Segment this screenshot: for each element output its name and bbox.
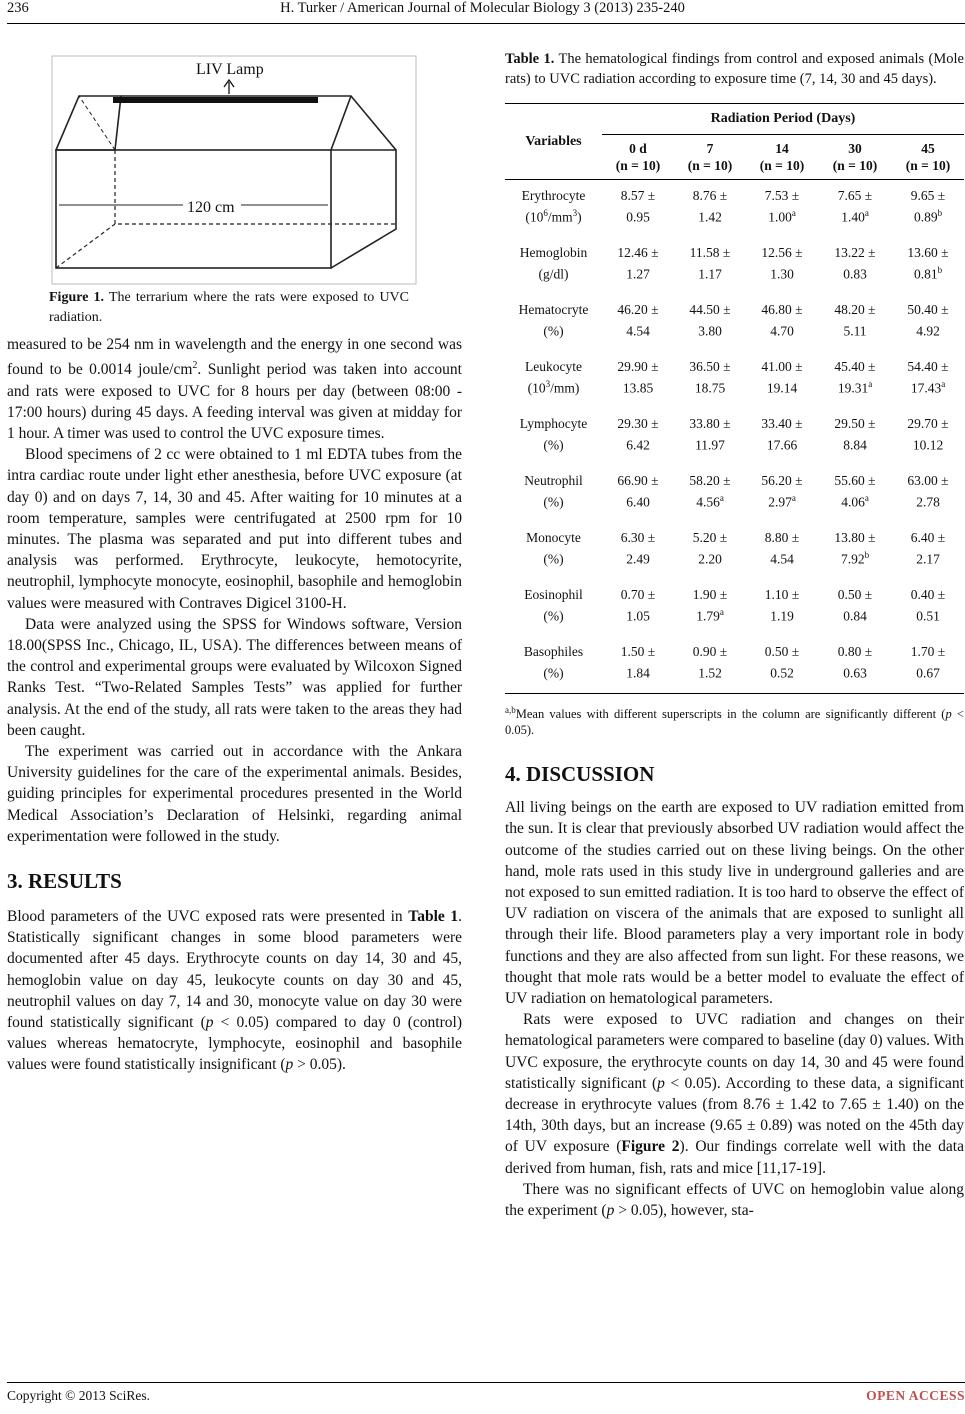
value-cell: 0.40 ± 0.51 (910, 587, 946, 623)
figure-1 (7, 40, 462, 334)
table-row (505, 408, 964, 465)
value-cell: 1.70 ± 0.67 (910, 644, 946, 680)
running-header (0, 0, 965, 24)
value-cell: 8.80 ± 4.54 (764, 530, 800, 566)
footer-rule (7, 1382, 965, 1383)
table-body (505, 180, 964, 694)
table-row (505, 522, 964, 579)
variable-cell: Basophiles (%) (523, 644, 584, 680)
value-cell: 66.90 ± 6.40 (617, 473, 659, 509)
value-cell: 33.40 ± 17.66 (761, 416, 803, 452)
discussion-paragraph-2: Rats were exposed to UVC radiation and changes on their hematological parameters were compared to baseline (day 0) values. With UVC exposure, the erythrocyte counts on day 14, 30 and 45 were found statistically significant (p < 0.05). According to these data, a significant decrease in erythrocyte values (from 8.76 ± 1.42 to 7.65 ± 1.40) on the 14th, 30th days, but an increase (9.65 ± 0.89) was noted on the 45th day of UV exposure (Figure 2). Our findings correlate well with the data derived from human, fish, rats and mice [11,17-19]. (505, 1011, 964, 1177)
value-cell: 46.80 ± 4.70 (761, 302, 803, 338)
value-cell: 41.00 ± 19.14 (761, 359, 803, 395)
table-footnote: $^{a,b}$Mean values with different superscripts in the column are significantly different (p < 0.05). (505, 705, 964, 738)
value-cell: 0.70 ± 1.05 (620, 587, 656, 623)
value-cell: 12.56 ± 1.30 (761, 245, 803, 281)
table-caption: Table 1. The hematological findings from control and exposed animals (Mole rats) to UVC radiation according to exposure time (7, 14, 30 and 45 days). (505, 51, 964, 87)
variable-cell: Eosinophil (%) (524, 587, 583, 623)
value-cell: 0.50 ± 0.84 (837, 587, 873, 623)
open-access-badge: OPEN ACCESS (866, 1388, 965, 1403)
value-cell: 7.53 ± 1.00$^a$ (764, 188, 800, 224)
value-cell: 29.90 ± 13.85 (617, 359, 659, 395)
value-cell: 29.50 ± 8.84 (834, 416, 876, 452)
methods-paragraph-4: The experiment was carried out in accordance with the Ankara University guidelines for the care of the experimental animals. Besides, guiding principles for experimental procedures presented in the World Medical Association’s Declaration of Helsinki, regarding animal experimentation were followed in the study. (7, 743, 462, 845)
results-paragraph: Blood parameters of the UVC exposed rats were presented in Table 1. Statistically significant changes in some blood parameters were documented after 45 days. Erythrocyte counts on day 14, 30 and 45, hemoglobin value on day 45, leukocyte counts on day 30 and 45, neutrophil values on day 7, 14 and 30, monocyte value on day 30 were found statistically significant (p < 0.05) compared to day 0 (control) values whereas hematocryte, lymphocyte, eosinophil and basophile values were found statistically insignificant (p > 0.05). (7, 908, 462, 1074)
value-cell: 13.80 ± 7.92$^b$ (834, 530, 876, 566)
variable-cell: Erythrocyte $(10^6/mm^3)$ (521, 188, 586, 224)
value-cell: 54.40 ± 17.43$^a$ (907, 359, 949, 395)
value-cell: 45.40 ± 19.31$^a$ (834, 359, 876, 395)
value-cell: 6.40 ± 2.17 (910, 530, 946, 566)
figure-caption (49, 288, 409, 328)
column-header: 0 d (n = 10) (602, 135, 674, 180)
variable-cell: Hemoglobin (g/dl) (519, 245, 588, 281)
value-cell: 1.90 ± 1.79$^a$ (692, 587, 728, 623)
value-cell: 33.80 ± 11.97 (689, 416, 731, 452)
value-cell: 0.50 ± 0.52 (764, 644, 800, 680)
value-cell: 13.22 ± 0.83 (834, 245, 876, 281)
value-cell: 8.57 ± 0.95 (620, 188, 656, 224)
variables-header: Variables (505, 104, 602, 180)
value-cell: 46.20 ± 4.54 (617, 302, 659, 338)
discussion-heading: 4. DISCUSSION (505, 762, 655, 787)
table-row (505, 636, 964, 694)
value-cell: 6.30 ± 2.49 (620, 530, 656, 566)
results-heading: 3. RESULTS (7, 869, 122, 894)
column-header: 30 (n = 10) (818, 135, 892, 180)
value-cell: 9.65 ± 0.89$^b$ (910, 188, 946, 224)
variable-cell: Lymphocyte (%) (519, 416, 588, 452)
value-cell: 55.60 ± 4.06$^a$ (834, 473, 876, 509)
table-reference: Table 1 (408, 908, 459, 926)
methods-paragraph-2: Blood specimens of 2 cc were obtained to 1 ml EDTA tubes from the intra cardiac route under light ether anesthesia, before UVC exposure (at day 0) and on days 7, 14, 30 and 45. After waiting for 10 minutes at a room temperature, samples were centrifugated at 2500 rpm for 10 minutes. The plasma was separated and put into different tubes and analysis was performed. Erythrocyte, leukocyte, hemotocyrite, neutrophil, lymphocyte monocyte, eosinophil, basophile and hemoglobin values were measured with Contraves Digicel 3100-H. (7, 446, 462, 612)
figure-caption-label: Figure 1. (49, 290, 105, 305)
lamp-label: LIV Lamp (196, 61, 264, 78)
variable-cell: Monocyte (%) (526, 530, 581, 566)
value-cell: 1.10 ± 1.19 (764, 587, 800, 623)
figure-caption-text: The terrarium where the rats were exposed to UVC radiation. (49, 290, 410, 325)
table-row (505, 237, 964, 294)
methods-paragraph-1: measured to be 254 nm in wavelength and the energy in one second was found to be 0.0014 joule/$cm^2$. Sunlight period was taken into account and rats were exposed to UVC for 8 hours per day (between 08:00 - 17:00 hours) during 45 days. A feeding interval was given at midday for 1 hour. A timer was used to control the UVC exposure times. (7, 336, 462, 442)
left-column (7, 40, 462, 1076)
value-cell: 50.40 ± 4.92 (907, 302, 949, 338)
value-cell: 48.20 ± 5.11 (834, 302, 876, 338)
variable-cell: Hematocryte (%) (518, 302, 589, 338)
column-header: 45 (n = 10) (892, 135, 964, 180)
value-cell: 29.30 ± 6.42 (617, 416, 659, 452)
journal-citation: H. Turker / American Journal of Molecular Biology 3 (2013) 235-240 (280, 0, 685, 16)
copyright: Copyright © 2013 SciRes. (7, 1388, 151, 1403)
value-cell: 12.46 ± 1.27 (617, 245, 659, 281)
figure-reference: Figure 2 (621, 1138, 680, 1156)
column-header: 7 (n = 10) (674, 135, 746, 180)
variable-cell: Leukocyte $(10^3/mm)$ (525, 359, 582, 395)
value-cell: 63.00 ± 2.78 (907, 473, 949, 509)
page-number: 236 (7, 0, 29, 16)
terrarium-drawing (51, 54, 417, 286)
column-header: 14 (n = 10) (746, 135, 818, 180)
value-cell: 1.50 ± 1.84 (620, 644, 656, 680)
value-cell: 7.65 ± 1.40$^a$ (837, 188, 873, 224)
value-cell: 44.50 ± 3.80 (689, 302, 731, 338)
table-row (505, 294, 964, 351)
hematology-table (505, 103, 964, 694)
value-cell: 56.20 ± 2.97$^a$ (761, 473, 803, 509)
radiation-period-header: Radiation Period (Days) (602, 104, 964, 135)
table-row (505, 351, 964, 408)
value-cell: 58.20 ± 4.56$^a$ (689, 473, 731, 509)
value-cell: 29.70 ± 10.12 (907, 416, 949, 452)
table-row (505, 180, 964, 238)
value-cell: 36.50 ± 18.75 (689, 359, 731, 395)
table-row (505, 579, 964, 636)
methods-paragraph-3: Data were analyzed using the SPSS for Windows software, Version 18.00(SPSS Inc., Chicago, IL, USA). The differences between means of the control and experimental groups were evaluated by Wilcoxon Signed Ranks Test. “Two-Related Samples Tests” was applied for further analysis. At the end of the study, all rats were taken to the areas they had been caught. (7, 615, 462, 739)
header-rule (7, 23, 965, 24)
length-label: 120 cm (187, 199, 235, 216)
right-column (505, 50, 964, 1221)
table-row (505, 465, 964, 522)
value-cell: 0.90 ± 1.52 (692, 644, 728, 680)
variable-cell: Neutrophil (%) (524, 473, 583, 509)
value-cell: 0.80 ± 0.63 (837, 644, 873, 680)
value-cell: 8.76 ± 1.42 (692, 188, 728, 224)
discussion-paragraph-3: There was no significant effects of UVC on hemoglobin value along the experiment (p > 0.05), however, sta- (505, 1180, 964, 1220)
value-cell: 11.58 ± 1.17 (689, 245, 731, 281)
value-cell: 13.60 ± 0.81$^b$ (907, 245, 949, 281)
value-cell: 5.20 ± 2.20 (692, 530, 728, 566)
discussion-paragraph-1: All living beings on the earth are exposed to UV radiation emitted from the sun. It is clear that previously absorbed UV radiation would affect the outcome of the studies carried out on these living beings. On the other hand, mole rats used in this study live in underground galleries and are not exposed to sun emitted radiation. It is too hard to observe the effect of UV radiation on viscera of the animals that are exposed to sunlight all through their life. Blood parameters play a very important role in body functions and they are also affected from sun light. For these reasons, we thought that mole rats would be a better model to evaluate the effect of UV radiation on hematological parameters. (505, 799, 964, 1007)
